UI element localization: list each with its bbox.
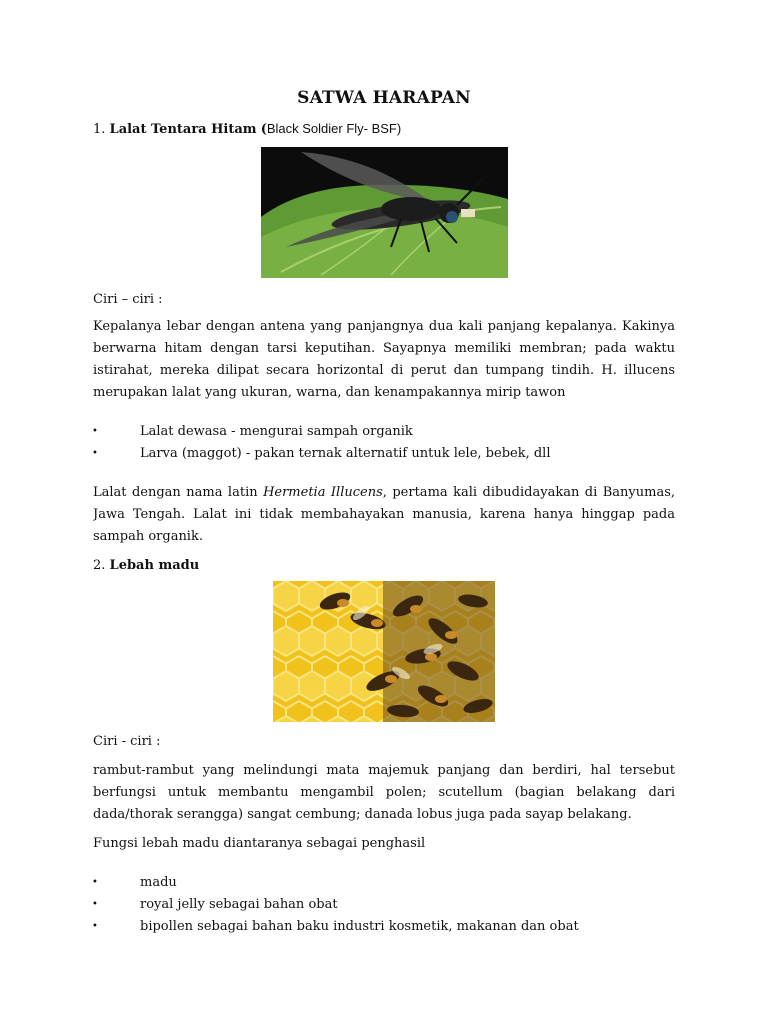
section-1-desc-line-3: istirahat, mereka dilipat secara horizontal di perut dan tumpang tindih. H. illucens [93,363,675,378]
section-1-english-name: Black Soldier Fly- BSF) [266,121,402,136]
section-1-number: 1. [93,122,106,137]
section-1-latin-line-1 [93,482,675,504]
bullet-dot-icon: • [92,921,98,932]
latin-species-name: Hermetia Illucens [263,485,383,500]
section-1-desc-line-4: merupakan lalat yang ukuran, warna, dan kenampakannya mirip tawon [93,385,566,400]
section-1-heading [93,121,401,137]
section-1-desc-line-1: Kepalanya lebar dengan antena yang panjangnya dua kali panjang kepalanya. Kakinya [93,319,675,334]
bullet-dot-icon: • [92,877,98,888]
section-2-desc-line-2: berfungsi untuk membantu mengambil polen; scutellum (bagian belakang dari [93,785,675,800]
bullet-dot-icon: • [92,448,98,459]
section-1-ciri-heading: Ciri – ciri : [93,292,163,307]
latin-text-b: , pertama kali dibudidayakan di Banyumas, [382,485,675,500]
section-2-desc-line-1: rambut-rambut yang melindungi mata majemuk panjang dan berdiri, hal tersebut [93,763,675,778]
section-1-latin-line-2: Jawa Tengah. Lalat ini tidak membahayakan manusia, karena hanya hinggap pada [93,507,675,522]
section-1-name: Lalat Tentara Hitam [109,122,257,137]
section-2-heading [93,558,199,573]
page-title: SATWA HARAPAN [297,88,471,108]
section-1-paren: ( [260,122,267,137]
section-2-bullet-2: royal jelly sebagai bahan obat [140,897,338,912]
section-1-desc-line-2: berwarna hitam dengan tarsi keputihan. Sayapnya memiliki membran; pada waktu [93,341,675,356]
section-2-name: Lebah madu [109,558,200,573]
section-1-bullet-2: Larva (maggot) - pakan ternak alternatif untuk lele, bebek, dll [140,446,551,461]
section-1-bullet-1: Lalat dewasa - mengurai sampah organik [140,424,413,439]
section-1-latin-line-3: sampah organik. [93,529,203,544]
black-soldier-fly-image [261,147,508,278]
latin-text-a: Lalat dengan nama latin [93,485,264,500]
section-2-fungsi-intro: Fungsi lebah madu diantaranya sebagai penghasil [93,836,426,851]
honey-bee-image [273,581,495,722]
bullet-dot-icon: • [92,426,98,437]
section-2-bullet-3: bipollen sebagai bahan baku industri kosmetik, makanan dan obat [140,919,579,934]
bullet-dot-icon: • [92,899,98,910]
section-2-desc-line-3: dada/thorak serangga) sangat cembung; danada lobus juga pada sayap belakang. [93,807,632,822]
section-2-number: 2. [93,558,106,573]
section-2-bullet-1: madu [140,875,177,890]
section-2-ciri-heading: Ciri - ciri : [93,734,161,749]
